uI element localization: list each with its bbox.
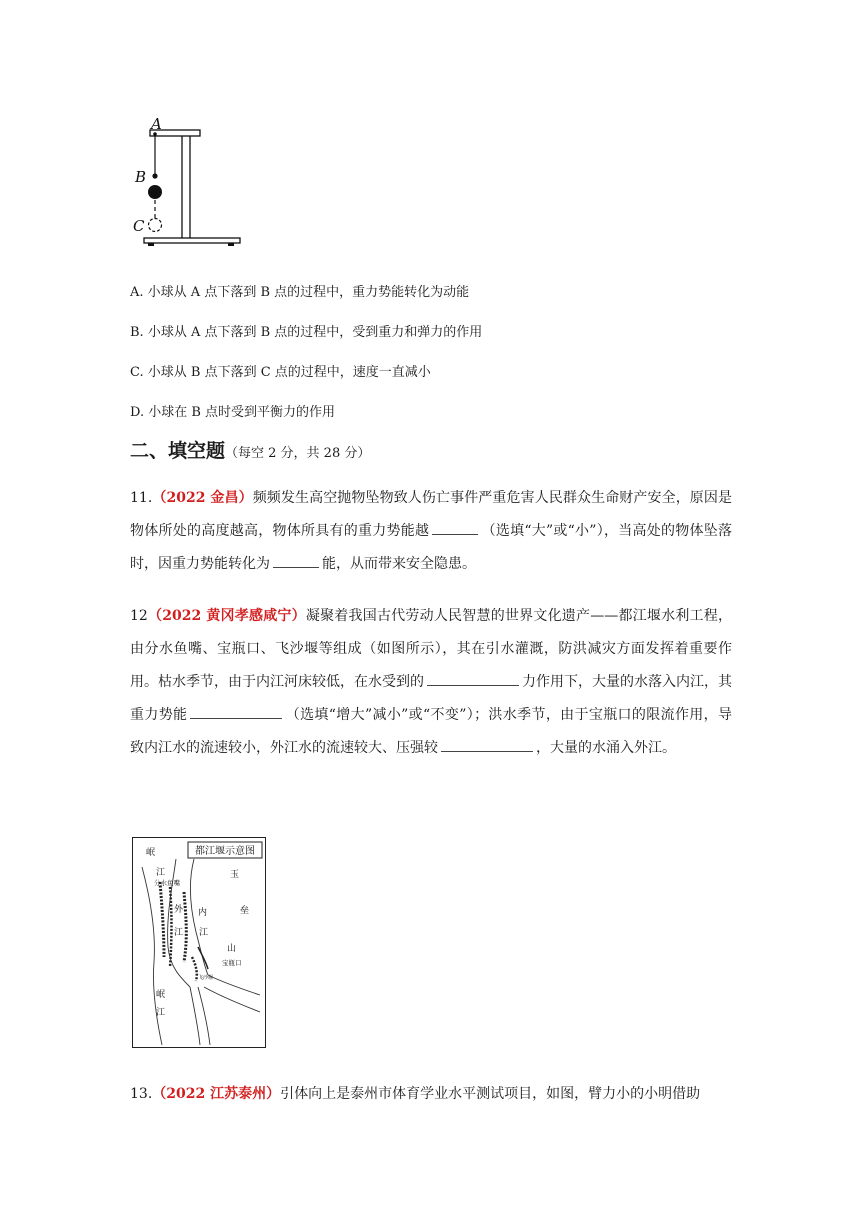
question-text: ，大量的水涌入外江。 (536, 740, 676, 756)
question-text: 引体向上是泰州市体育学业水平测试项目，如图，臂力小的小明借助 (280, 1086, 701, 1102)
map-title: 都江堰示意图 (195, 846, 255, 857)
map-label-fishmouth: 分水鱼嘴 (154, 879, 180, 887)
question-number: 11. (130, 490, 153, 506)
option-letter: B. (130, 325, 144, 340)
label-b: B (135, 168, 147, 186)
point-b-dot (152, 173, 157, 178)
pendulum-figure (128, 112, 246, 252)
question-source: （2022 金昌） (152, 490, 253, 506)
question-text: 力作用下，大量的水落入内江，其重力势能 (130, 674, 732, 723)
answer-blank[interactable] (432, 520, 478, 535)
section-heading: 二、填空题 (130, 440, 226, 462)
option-d (130, 404, 335, 422)
map-label-river-lower: 江 (156, 1008, 166, 1018)
question-text: 凝聚着我国古代劳动人民智慧的世界文化遗产——都江堰水利工程，由分水鱼嘴、宝瓶口、飞沙堰等组成（如图所示），其在引水灌溉，防洪减灾方面发挥着重要作用。枯水季节，由于内江河床较低，在水受到的 (130, 608, 732, 690)
map-label-inner-river: 江 (199, 928, 209, 938)
map-label-min-river: 岷 (146, 848, 156, 858)
map-label-min-river-lower: 岷 (156, 990, 166, 1000)
question-11 (130, 482, 732, 581)
stand-base (144, 238, 240, 243)
question-12 (130, 600, 732, 765)
map-label-outer: 外 (174, 905, 184, 915)
question-source: （2022 江苏泰州） (152, 1086, 281, 1102)
answer-blank[interactable] (273, 553, 319, 568)
label-a: A (151, 115, 162, 133)
map-label-lei: 垒 (240, 906, 250, 916)
section-title (130, 436, 370, 463)
ball-position-c (149, 219, 162, 232)
option-letter: A. (130, 285, 144, 300)
answer-blank[interactable] (427, 671, 519, 686)
option-b (130, 324, 482, 342)
question-text: （选填“增大”减小”或“不变”）；洪水季节，由于宝瓶口的限流作用，导致内江水的流速较小，外江水的流速较大、压强较 (130, 707, 732, 756)
map-label-baoping: 宝瓶口 (222, 959, 242, 967)
option-text: 小球从 B 点下落到 C 点的过程中，速度一直减小 (147, 365, 431, 380)
question-text: 频频发生高空抛物坠物致人伤亡事件严重危害人民群众生命财产安全，原因是物体所处的高度越高，物体所具有的重力势能越 (130, 490, 732, 539)
ball (148, 185, 162, 199)
question-13 (130, 1078, 732, 1111)
option-letter: D. (130, 405, 145, 420)
map-label-feisha: 飞沙堰 (198, 975, 214, 981)
map-label-inner: 内 (198, 908, 208, 918)
map-label-shan: 山 (227, 944, 237, 954)
question-number: 13. (130, 1086, 153, 1102)
answer-blank[interactable] (190, 704, 282, 719)
section-score-note: （每空 2 分，共 28 分） (225, 446, 371, 461)
option-text: 小球从 A 点下落到 B 点的过程中，受到重力和弹力的作用 (147, 325, 483, 340)
map-label-yu: 玉 (230, 870, 240, 880)
map-label-outer-river: 江 (174, 928, 184, 938)
option-a (130, 284, 469, 302)
label-c: C (133, 217, 145, 235)
option-text: 小球在 B 点时受到平衡力的作用 (148, 405, 336, 420)
map-label-river: 江 (156, 868, 166, 878)
answer-blank[interactable] (441, 737, 533, 752)
dujiangyan-map (132, 837, 266, 1048)
question-source: （2022 黄冈孝感咸宁） (147, 608, 306, 624)
question-number: 12 (130, 608, 148, 624)
option-text: 小球从 A 点下落到 B 点的过程中，重力势能转化为动能 (147, 285, 470, 300)
question-text: （选填“大”或“小”），当高处的物体坠落时，因重力势能转化为 (130, 523, 732, 572)
question-text: 能，从而带来安全隐患。 (322, 556, 476, 572)
option-c (130, 364, 431, 382)
option-letter: C. (130, 365, 144, 380)
